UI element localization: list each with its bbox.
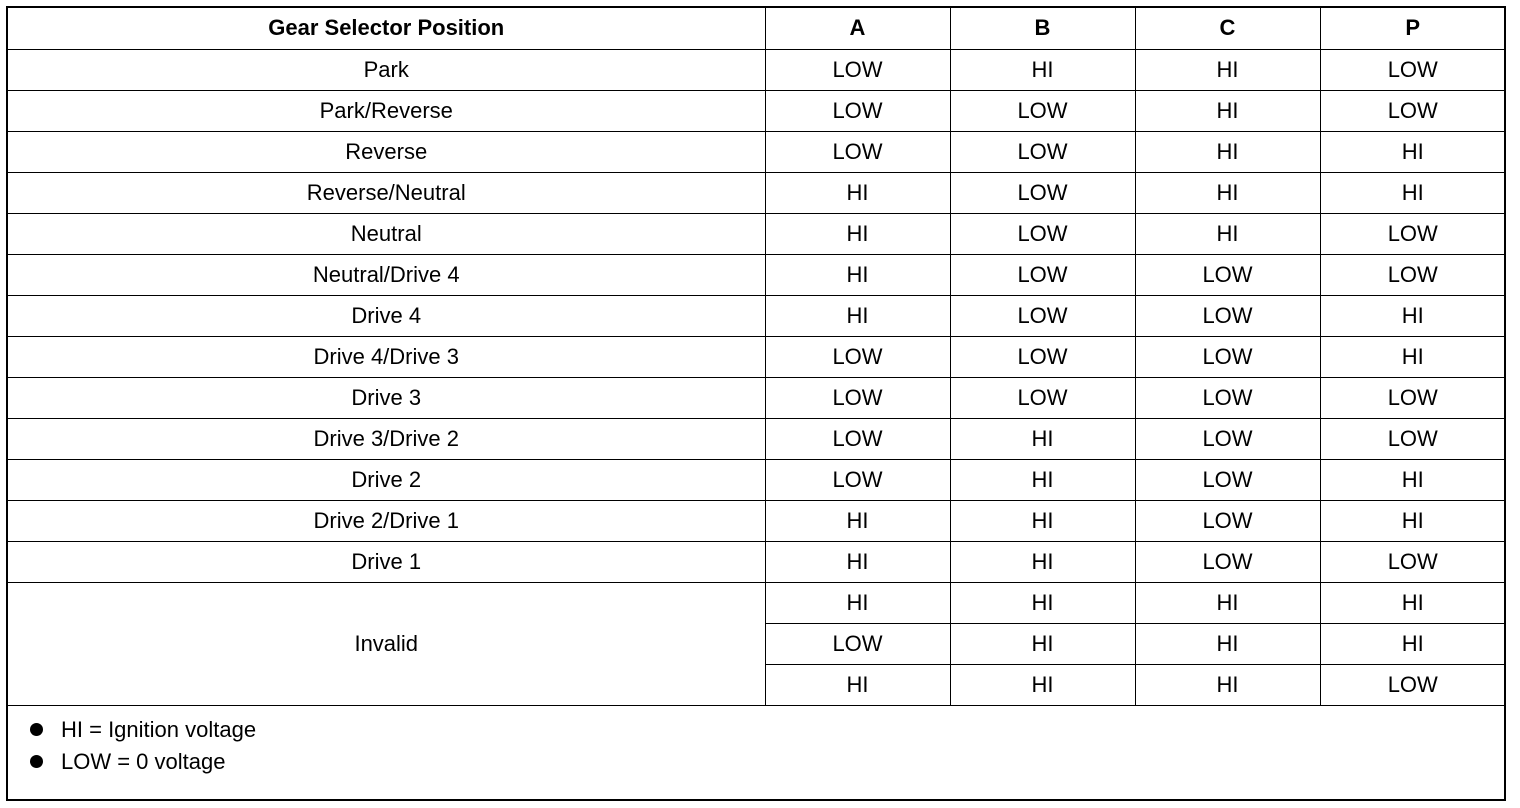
gear-selector-table (8, 8, 1505, 706)
position-cell: Neutral/Drive 4 (8, 254, 765, 295)
value-cell: LOW (950, 377, 1135, 418)
value-cell: HI (765, 500, 950, 541)
value-cell: LOW (1135, 500, 1320, 541)
value-cell: HI (1320, 336, 1505, 377)
legend-notes (8, 706, 1504, 778)
position-cell: Drive 2/Drive 1 (8, 500, 765, 541)
value-cell: HI (950, 582, 1135, 623)
value-cell: HI (765, 295, 950, 336)
value-cell: LOW (1135, 254, 1320, 295)
note-text: HI = Ignition voltage (61, 716, 257, 742)
value-cell: LOW (950, 295, 1135, 336)
value-cell: LOW (950, 336, 1135, 377)
table-row (8, 172, 1505, 213)
table-row (8, 377, 1505, 418)
note-text: LOW = 0 voltage (61, 748, 226, 774)
value-cell: HI (950, 418, 1135, 459)
value-cell: LOW (1135, 541, 1320, 582)
value-cell: HI (765, 172, 950, 213)
value-cell: LOW (1135, 418, 1320, 459)
value-cell: HI (950, 459, 1135, 500)
table-row (8, 213, 1505, 254)
value-cell: HI (1135, 90, 1320, 131)
value-cell: HI (1135, 623, 1320, 664)
value-cell: HI (765, 664, 950, 705)
value-cell: LOW (765, 49, 950, 90)
value-cell: LOW (765, 336, 950, 377)
value-cell: LOW (765, 377, 950, 418)
header-c: C (1135, 8, 1320, 49)
position-cell: Drive 3 (8, 377, 765, 418)
value-cell: LOW (765, 90, 950, 131)
value-cell: LOW (950, 90, 1135, 131)
value-cell: HI (950, 541, 1135, 582)
table-row (8, 90, 1505, 131)
value-cell: HI (1135, 664, 1320, 705)
value-cell: LOW (1320, 49, 1505, 90)
value-cell: LOW (1320, 664, 1505, 705)
invalid-row (8, 582, 1505, 623)
value-cell: LOW (1320, 377, 1505, 418)
value-cell: LOW (950, 172, 1135, 213)
value-cell: LOW (1320, 418, 1505, 459)
value-cell: HI (1320, 295, 1505, 336)
header-position: Gear Selector Position (8, 8, 765, 49)
value-cell: LOW (765, 459, 950, 500)
position-cell: Drive 2 (8, 459, 765, 500)
value-cell: LOW (1320, 254, 1505, 295)
value-cell: HI (1320, 459, 1505, 500)
value-cell: HI (950, 664, 1135, 705)
table-row (8, 49, 1505, 90)
value-cell: LOW (950, 213, 1135, 254)
header-a: A (765, 8, 950, 49)
table-row (8, 541, 1505, 582)
table-body (8, 49, 1505, 705)
note-item (30, 714, 1504, 746)
value-cell: HI (1320, 500, 1505, 541)
value-cell: HI (765, 541, 950, 582)
value-cell: HI (1135, 172, 1320, 213)
position-cell: Drive 1 (8, 541, 765, 582)
position-cell: Drive 4/Drive 3 (8, 336, 765, 377)
value-cell: HI (950, 49, 1135, 90)
value-cell: HI (765, 254, 950, 295)
value-cell: LOW (950, 131, 1135, 172)
position-cell: Park/Reverse (8, 90, 765, 131)
table-row (8, 500, 1505, 541)
value-cell: LOW (1320, 541, 1505, 582)
value-cell: HI (1135, 582, 1320, 623)
value-cell: HI (1135, 213, 1320, 254)
value-cell: LOW (1135, 459, 1320, 500)
header-b: B (950, 8, 1135, 49)
value-cell: LOW (765, 131, 950, 172)
value-cell: HI (950, 500, 1135, 541)
bullet-icon (30, 723, 43, 736)
invalid-position-cell: Invalid (8, 582, 765, 705)
value-cell: LOW (1135, 336, 1320, 377)
note-item (30, 746, 1504, 778)
value-cell: LOW (1320, 213, 1505, 254)
table-row (8, 336, 1505, 377)
table-row (8, 295, 1505, 336)
value-cell: HI (1135, 49, 1320, 90)
position-cell: Park (8, 49, 765, 90)
header-row (8, 8, 1505, 49)
value-cell: HI (1320, 131, 1505, 172)
value-cell: HI (1135, 131, 1320, 172)
table-row (8, 459, 1505, 500)
position-cell: Reverse (8, 131, 765, 172)
value-cell: LOW (765, 623, 950, 664)
document-frame (6, 6, 1506, 801)
value-cell: HI (1320, 623, 1505, 664)
position-cell: Reverse/Neutral (8, 172, 765, 213)
position-cell: Neutral (8, 213, 765, 254)
value-cell: LOW (765, 418, 950, 459)
value-cell: LOW (1320, 90, 1505, 131)
value-cell: HI (950, 623, 1135, 664)
header-p: P (1320, 8, 1505, 49)
value-cell: HI (765, 213, 950, 254)
value-cell: LOW (950, 254, 1135, 295)
table-row (8, 254, 1505, 295)
value-cell: HI (1320, 582, 1505, 623)
position-cell: Drive 3/Drive 2 (8, 418, 765, 459)
value-cell: HI (1320, 172, 1505, 213)
value-cell: LOW (1135, 295, 1320, 336)
table-row (8, 131, 1505, 172)
bullet-icon (30, 755, 43, 768)
value-cell: LOW (1135, 377, 1320, 418)
value-cell: HI (765, 582, 950, 623)
table-row (8, 418, 1505, 459)
position-cell: Drive 4 (8, 295, 765, 336)
